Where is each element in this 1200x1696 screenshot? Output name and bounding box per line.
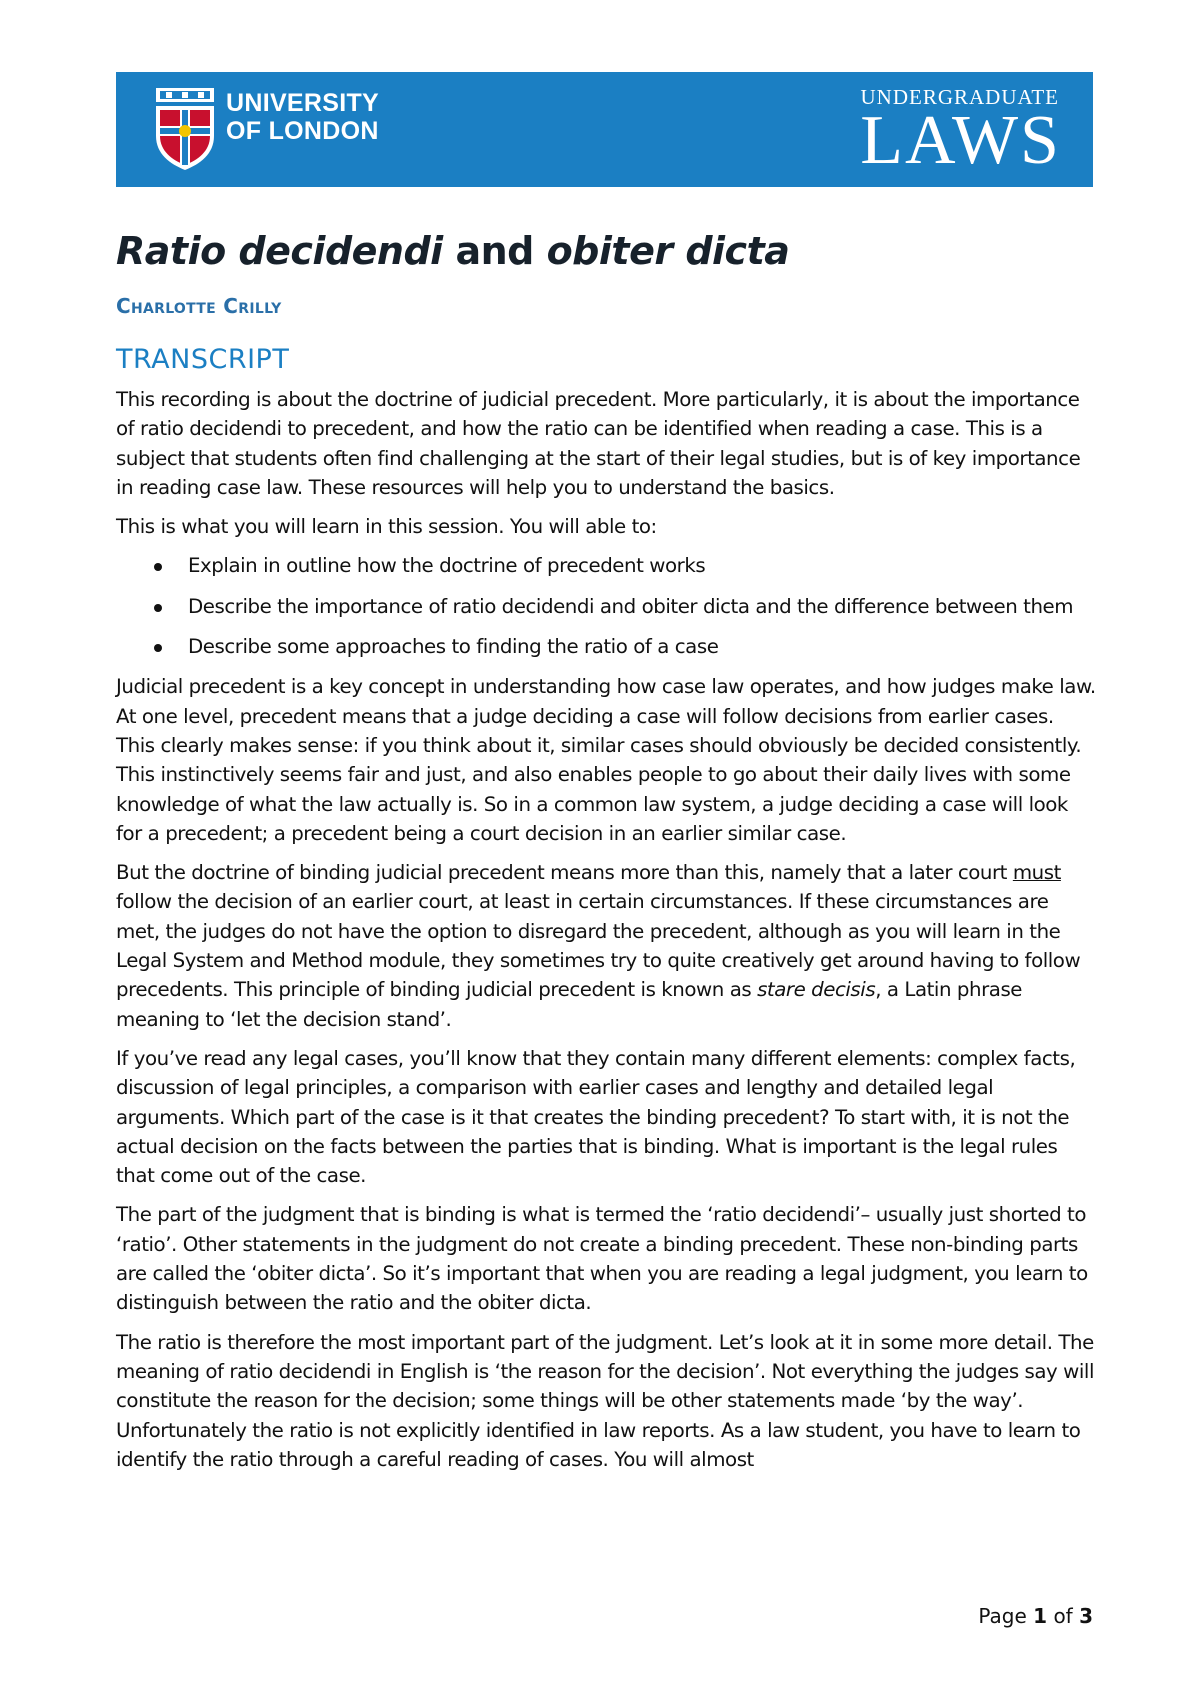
header-banner <box>116 72 1093 187</box>
page-title: Ratio decidendi and obiter dicta <box>116 229 790 273</box>
university-name: UNIVERSITY OF LONDON <box>226 89 380 145</box>
list-item: Describe some approaches to finding the ratio of a case <box>116 632 1096 661</box>
paragraph: If you’ve read any legal cases, you’ll know that they contain many different elements: complex facts, discussion of legal principles, a comparison with earlier cases and lengthy and detailed legal arguments. Which part of the case is it that creates the binding precedent? To start with, it is not the actual decision on the facts between the parties that is binding. What is important is the legal rules that come out of the case. <box>116 1046 1076 1188</box>
paragraph: Judicial precedent is a key concept in understanding how case law operates, and how judges make law. At one level, precedent means that a judge deciding a case will follow decisions from earlier cases. This clearly makes sense: if you think about it, similar cases should obviously be decided consistently. This instinctively seems fair and just, and also enables people to go about their daily lives with some knowledge of what the law actually is. So in a common law system, a judge deciding a case will look for a precedent; a precedent being a court decision in an earlier similar case. <box>116 675 1096 845</box>
paragraph: The ratio is therefore the most important part of the judgment. Let’s look at it in some more detail. The meaning of ratio decidendi in English is ‘the reason for the decision’. Not everything the judges say will constitute the reason for the decision; some things will be other statements made ‘by the way’. Unfortunately the ratio is not explicitly identified in law reports. As a law student, you have to learn to identify the ratio through a careful reading of cases. You will almost <box>116 1330 1095 1471</box>
author-name: Charlotte Crilly <box>116 294 282 318</box>
learning-outcomes-list <box>116 551 1096 661</box>
paragraph: This recording is about the doctrine of judicial precedent. More particularly, it is about the importance of ratio decidendi to precedent, and how the ratio can be identified when reading a case. This is a subject that students often find challenging at the start of their legal studies, but is of key importance in reading case law. These resources will help you to understand the basics. <box>116 388 1081 499</box>
bullet-icon <box>154 563 162 571</box>
programme-label-small: UNDERGRADUATE <box>860 85 1059 109</box>
section-heading: TRANSCRIPT <box>116 344 290 375</box>
paragraph: The part of the judgment that is binding is what is termed the ‘ratio decidendi’– usually just shorted to ‘ratio’. Other statements in the judgment do not create a binding precedent. These non-binding parts are called the ‘obiter dicta’. So it’s important that when you are reading a legal judgment, you learn to distinguish between the ratio and the obiter dicta. <box>116 1203 1088 1315</box>
university-crest-icon <box>152 86 218 172</box>
document-body <box>116 228 1096 1484</box>
bullet-icon <box>154 604 162 612</box>
bullet-icon <box>154 644 162 652</box>
paragraph: This is what you will learn in this session. You will able to: <box>116 515 657 539</box>
programme-label-large: LAWS <box>860 102 1061 179</box>
page-number: Page 1 of 3 <box>978 1604 1093 1628</box>
paragraph: But the doctrine of binding judicial precedent means more than this, namely that a later court must follow the decision of an earlier court, at least in certain circumstances. If these circumstances are met, the judges do not have the option to disregard the precedent, although as you will learn in the Legal System and Method module, they sometimes try to quite creatively get around having to follow precedents. This principle of binding judicial precedent is known as stare decisis, a Latin phrase meaning to ‘let the decision stand’. <box>116 861 1081 1031</box>
list-item: Describe the importance of ratio decidendi and obiter dicta and the difference between them <box>116 592 1096 621</box>
list-item: Explain in outline how the doctrine of precedent works <box>116 551 1096 580</box>
